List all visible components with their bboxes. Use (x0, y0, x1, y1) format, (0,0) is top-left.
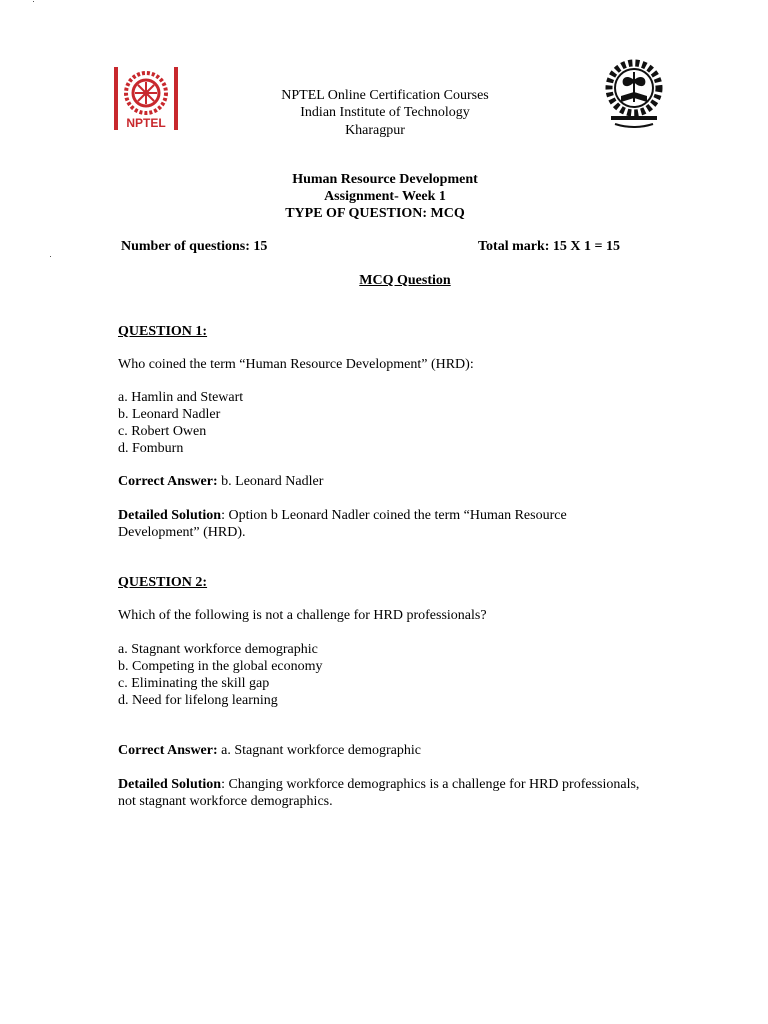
scan-speck (33, 1, 34, 2)
question-1-option-d: d. Fomburn (118, 441, 184, 456)
detailed-solution-text-cont: not stagnant workforce demographics. (118, 794, 333, 809)
section-title: MCQ Question (359, 273, 451, 288)
question-2-option-d: d. Need for lifelong learning (118, 693, 278, 708)
detailed-solution-text-cont: Development” (HRD). (118, 525, 246, 540)
iit-emblem-icon (603, 58, 665, 130)
detailed-solution-label: Detailed Solution (118, 508, 222, 523)
question-1-option-b: b. Leonard Nadler (118, 407, 221, 422)
question-2-option-a: a. Stagnant workforce demographic (118, 642, 318, 657)
scan-speck (50, 256, 51, 257)
detailed-solution-text: : Changing workforce demographics is a challenge for HRD professionals, (221, 777, 640, 792)
question-1-correct-answer (118, 473, 323, 490)
question-1-text: Who coined the term “Human Resource Development” (HRD): (118, 357, 474, 372)
header-line-2: Indian Institute of Technology (300, 105, 470, 120)
header-line-3: Kharagpur (345, 123, 405, 138)
correct-answer-label: Correct Answer: (118, 474, 218, 489)
question-type: TYPE OF QUESTION: MCQ (285, 206, 465, 221)
number-of-questions-label: Number of questions (121, 239, 246, 254)
total-mark: Total mark: 15 X 1 = 15 (478, 239, 621, 254)
question-1-option-c: c. Robert Owen (118, 424, 207, 439)
question-2-heading: QUESTION 2: (118, 575, 208, 590)
question-2-option-c: c. Eliminating the skill gap (118, 676, 270, 691)
nptel-logo (113, 66, 179, 132)
header-line-1: NPTEL Online Certification Courses (281, 88, 489, 103)
correct-answer-value: b. Leonard Nadler (217, 474, 324, 489)
question-1-detailed-solution (118, 507, 678, 541)
question-2-option-b: b. Competing in the global economy (118, 659, 323, 674)
assignment-title: Assignment- Week 1 (324, 189, 446, 204)
number-of-questions (121, 238, 267, 255)
question-2-correct-answer (118, 742, 421, 759)
question-1-heading: QUESTION 1: (118, 324, 208, 339)
correct-answer-label: Correct Answer: (118, 743, 218, 758)
nptel-logo-text: NPTEL (126, 116, 166, 130)
question-2-text: Which of the following is not a challenge for HRD professionals? (118, 608, 487, 623)
iit-kharagpur-logo (603, 58, 665, 130)
question-2-detailed-solution (118, 776, 688, 810)
detailed-solution-text: : Option b Leonard Nadler coined the term “Human Resource (221, 508, 567, 523)
question-1-option-a: a. Hamlin and Stewart (118, 390, 244, 405)
course-title: Human Resource Development (292, 172, 478, 187)
correct-answer-value: a. Stagnant workforce demographic (217, 743, 421, 758)
number-of-questions-value: : 15 (245, 239, 268, 254)
detailed-solution-label: Detailed Solution (118, 777, 222, 792)
